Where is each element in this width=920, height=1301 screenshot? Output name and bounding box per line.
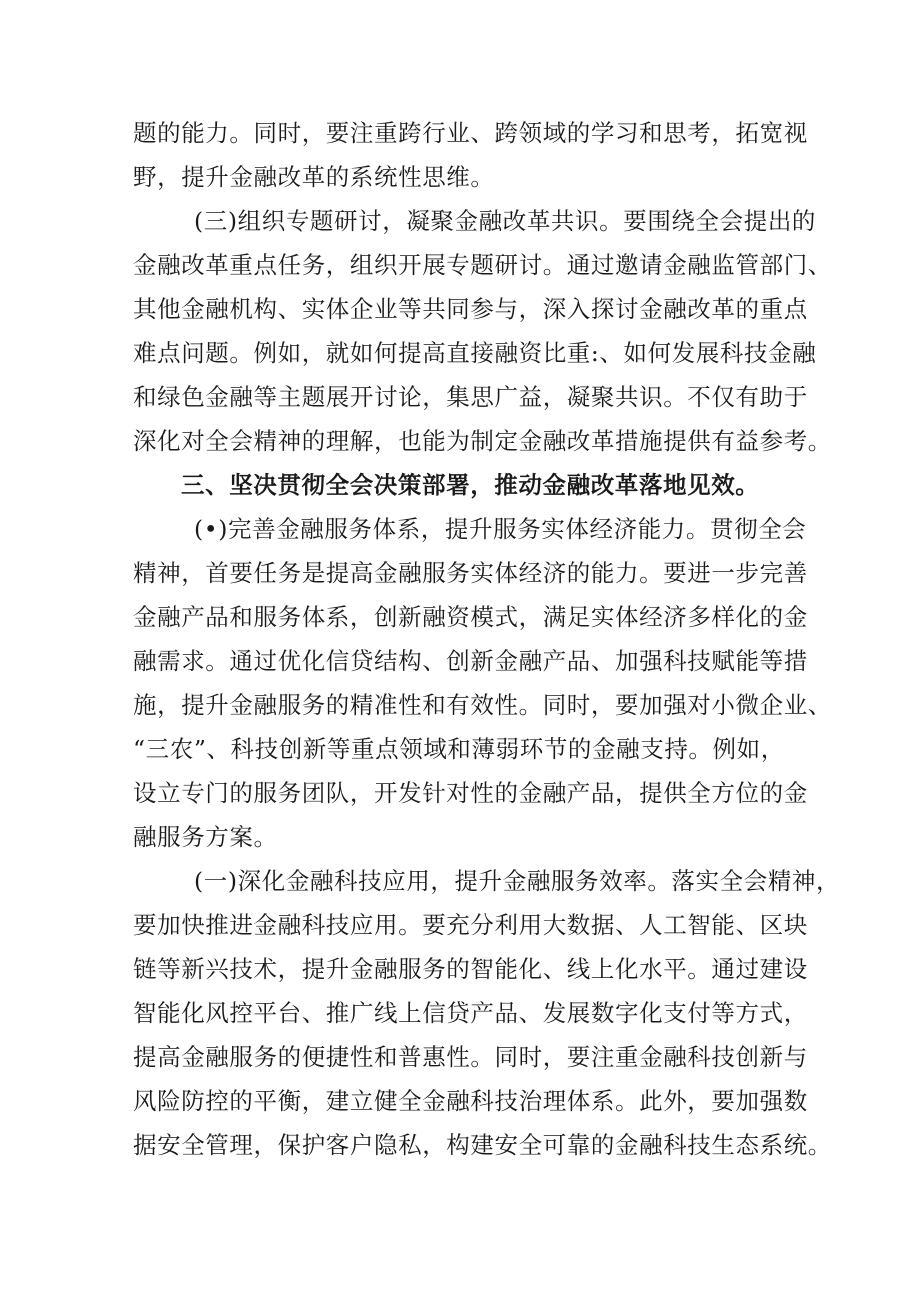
text-line-1: 题的能力。同时，要注重跨行业、跨领域的学习和思考，拓宽视 [133,119,808,147]
section-heading-3: 三、坚决贯彻全会决策部署，推动金融改革落地见效。 [181,471,760,499]
text-line-4: 金融改革重点任务，组织开展专题研讨。通过邀请金融监管部门、 [133,251,832,279]
text-line-5: 其他金融机构、实体企业等共同参与，深入探讨金融改革的重点 [133,295,808,323]
text-line-6: 难点问题。例如，就如何提高直接融资比重:、如何发展科技金融 [133,339,817,367]
text-line-14: 施，提升金融服务的精准性和有效性。同时，要加强对小微企业、 [133,691,832,719]
text-line-7: 和绿色金融等主题展开讨论，集思广益，凝聚共识。不仅有助于 [133,383,808,411]
text-line-13: 融需求。通过优化信贷结构、创新金融产品、加强科技赋能等措 [133,647,808,675]
text-line-21: 智能化风控平台、推广线上信贷产品、发展数字化支付等方式， [133,999,808,1027]
text-line-15: “三农”、科技创新等重点领域和薄弱环节的金融支持。例如， [133,735,785,763]
text-line-11: 精神，首要任务是提高金融服务实体经济的能力。要进一步完善 [133,559,808,587]
text-line-17: 融服务方案。 [133,823,278,851]
text-line-8: 深化对全会精神的理解，也能为制定金融改革措施提供有益参考。 [133,427,832,455]
text-line-23: 风险防控的平衡，建立健全金融科技治理体系。此外，要加强数 [133,1087,808,1115]
text-line-12: 金融产品和服务体系，创新融资模式，满足实体经济多样化的金 [133,603,808,631]
text-line-20: 链等新兴技术，提升金融服务的智能化、线上化水平。通过建设 [133,955,808,983]
text-line-3-indent: (三)组织专题研讨，凝聚金融改革共识。要围绕全会提出的 [194,207,817,235]
text-line-24: 据安全管理，保护客户隐私，构建安全可靠的金融科技生态系统。 [133,1131,832,1159]
text-line-2: 野，提升金融改革的系统性思维。 [133,163,495,191]
text-line-19: 要加快推进金融科技应用。要充分利用大数据、人工智能、区块 [133,911,808,939]
text-line-16: 设立专门的服务团队，开发针对性的金融产品，提供全方位的金 [133,779,808,807]
text-line-22: 提高金融服务的便捷性和普惠性。同时，要注重金融科技创新与 [133,1043,808,1071]
text-line-18-indent: (一)深化金融科技应用，提升金融服务效率。落实全会精神， [194,867,841,895]
text-line-10-indent: (•)完善金融服务体系，提升服务实体经济能力。贯彻全会 [194,515,807,543]
